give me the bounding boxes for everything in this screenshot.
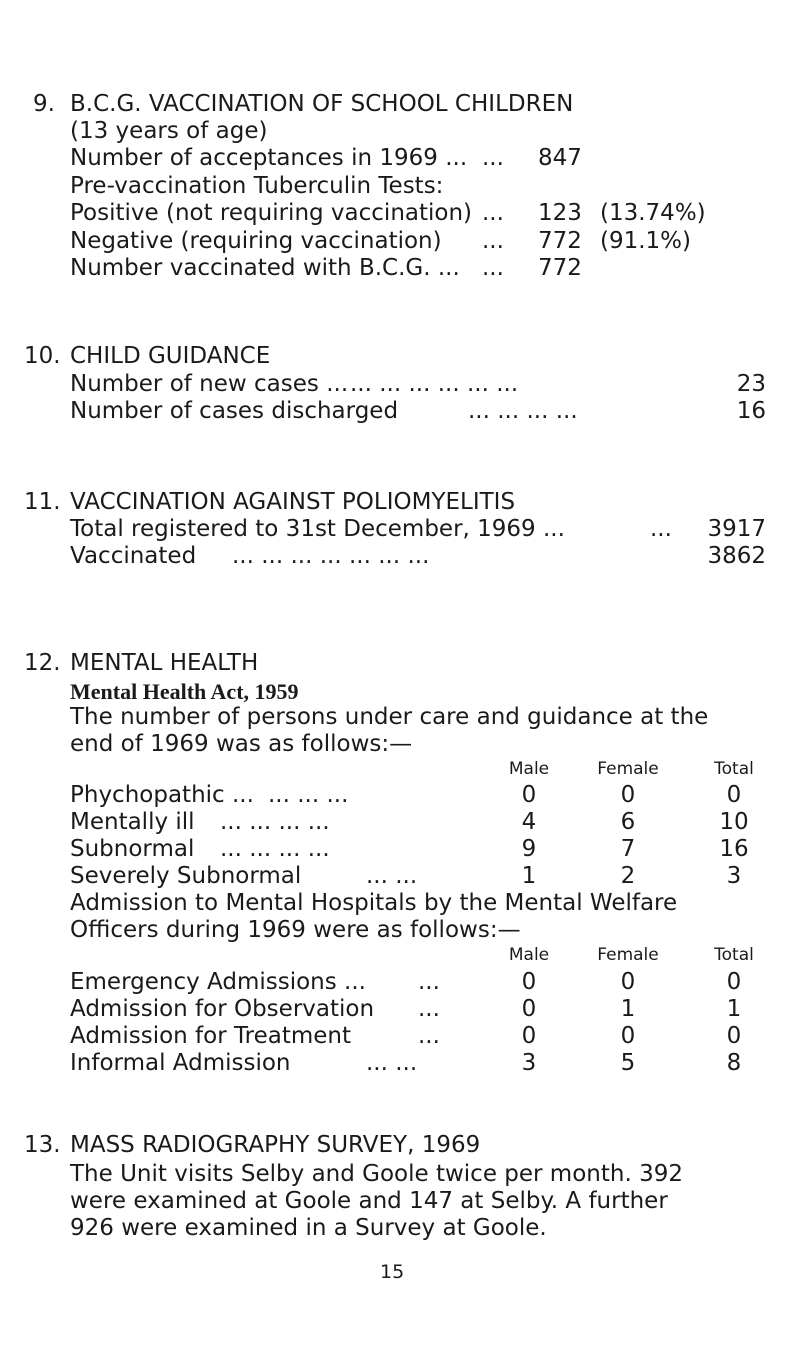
cell-female: 7 (620, 836, 636, 862)
row-value: 3862 (707, 543, 766, 569)
col-header-male: Male (508, 945, 550, 965)
cell-female: 1 (620, 996, 636, 1022)
cell-male: 0 (521, 996, 537, 1022)
row-percent: (91.1%) (600, 228, 692, 254)
cell-total: 0 (726, 969, 742, 995)
row-value: 3917 (707, 516, 766, 542)
leader-dots: ... (482, 200, 504, 226)
row-value: 847 (538, 145, 582, 171)
leader-dots: ... (418, 1023, 440, 1049)
cell-total: 0 (726, 782, 742, 808)
leader-dots: ... ... ... ... (468, 398, 578, 424)
row-percent: (13.74%) (600, 200, 706, 226)
section-title: MENTAL HEALTH (70, 650, 259, 676)
act-heading: Mental Health Act, 1959 (70, 679, 299, 704)
row-label: Subnormal (70, 836, 195, 862)
cell-male: 1 (521, 863, 537, 889)
leader-dots: ... (418, 996, 440, 1022)
cell-male: 4 (521, 809, 537, 835)
row-label: Vaccinated (70, 543, 197, 569)
col-header-total: Total (714, 945, 754, 965)
cell-total: 8 (726, 1050, 742, 1076)
row-value: 123 (538, 200, 582, 226)
leader-dots: ... ... ... (268, 782, 349, 808)
leader-dots: ... ... ... ... ... ... (350, 371, 519, 397)
cell-female: 2 (620, 863, 636, 889)
paragraph-line: were examined at Goole and 147 at Selby. A further (70, 1188, 668, 1214)
row-label: Phychopathic ... (70, 782, 254, 808)
row-label: Pre-vaccination Tuberculin Tests: (70, 173, 444, 199)
row-value: 772 (538, 255, 582, 281)
cell-male: 0 (521, 969, 537, 995)
cell-total: 16 (719, 836, 749, 862)
row-label: Total registered to 31st December, 1969 ... (70, 516, 565, 542)
section-title: CHILD GUIDANCE (70, 343, 271, 369)
cell-female: 6 (620, 809, 636, 835)
col-header-male: Male (508, 759, 550, 779)
section-title: B.C.G. VACCINATION OF SCHOOL CHILDREN (70, 91, 574, 117)
leader-dots: ... ... ... ... ... ... ... (232, 543, 430, 569)
cell-total: 0 (726, 1023, 742, 1049)
leader-dots: ... (482, 228, 504, 254)
intro-line: The number of persons under care and guidance at the (70, 704, 709, 730)
row-label: Negative (requiring vaccination) (70, 228, 442, 254)
row-label: Number of cases discharged (70, 398, 399, 424)
row-label: Number of new cases ... (70, 371, 349, 397)
row-label: Number of acceptances in 1969 ... (70, 145, 468, 171)
leader-dots: ... (418, 969, 440, 995)
leader-dots: ... (482, 145, 504, 171)
col-header-female: Female (597, 945, 659, 965)
cell-total: 1 (726, 996, 742, 1022)
section-number: 9. (33, 91, 55, 117)
section-title: VACCINATION AGAINST POLIOMYELITIS (70, 489, 516, 515)
leader-dots: ... (482, 255, 504, 281)
row-label: Number vaccinated with B.C.G. ... (70, 255, 460, 281)
paragraph-line: 926 were examined in a Survey at Goole. (70, 1215, 547, 1241)
leader-dots: ... ... ... ... (220, 809, 330, 835)
col-header-total: Total (714, 759, 754, 779)
row-value: 23 (736, 371, 766, 397)
cell-male: 0 (521, 782, 537, 808)
section-number: 11. (24, 489, 61, 515)
intro-line: Admission to Mental Hospitals by the Mental Welfare (70, 890, 678, 916)
section-number: 13. (24, 1132, 61, 1158)
cell-male: 9 (521, 836, 537, 862)
section-subtitle: (13 years of age) (70, 118, 268, 144)
cell-female: 0 (620, 1023, 636, 1049)
row-label: Mentally ill (70, 809, 195, 835)
leader-dots: ... ... ... ... (220, 836, 330, 862)
row-label: Admission for Treatment (70, 1023, 352, 1049)
cell-male: 3 (521, 1050, 537, 1076)
cell-total: 10 (719, 809, 749, 835)
row-label: Emergency Admissions ... (70, 969, 366, 995)
row-value: 16 (736, 398, 766, 424)
cell-female: 5 (620, 1050, 636, 1076)
leader-dots: ... (650, 516, 672, 542)
row-value: 772 (538, 228, 582, 254)
cell-female: 0 (620, 969, 636, 995)
cell-male: 0 (521, 1023, 537, 1049)
paragraph-line: The Unit visits Selby and Goole twice per month. 392 (70, 1161, 683, 1187)
section-title: MASS RADIOGRAPHY SURVEY, 1969 (70, 1132, 481, 1158)
leader-dots: ... ... (366, 1050, 418, 1076)
intro-line: Officers during 1969 were as follows:— (70, 917, 521, 943)
row-label: Severely Subnormal (70, 863, 302, 889)
intro-line: end of 1969 was as follows:— (70, 731, 413, 757)
page-number: 15 (380, 1261, 405, 1283)
leader-dots: ... ... (366, 863, 418, 889)
row-label: Informal Admission (70, 1050, 291, 1076)
row-label: Admission for Observation (70, 996, 375, 1022)
row-label: Positive (not requiring vaccination) (70, 200, 473, 226)
cell-total: 3 (726, 863, 742, 889)
section-number: 12. (24, 650, 61, 676)
cell-female: 0 (620, 782, 636, 808)
col-header-female: Female (597, 759, 659, 779)
section-number: 10. (24, 343, 61, 369)
